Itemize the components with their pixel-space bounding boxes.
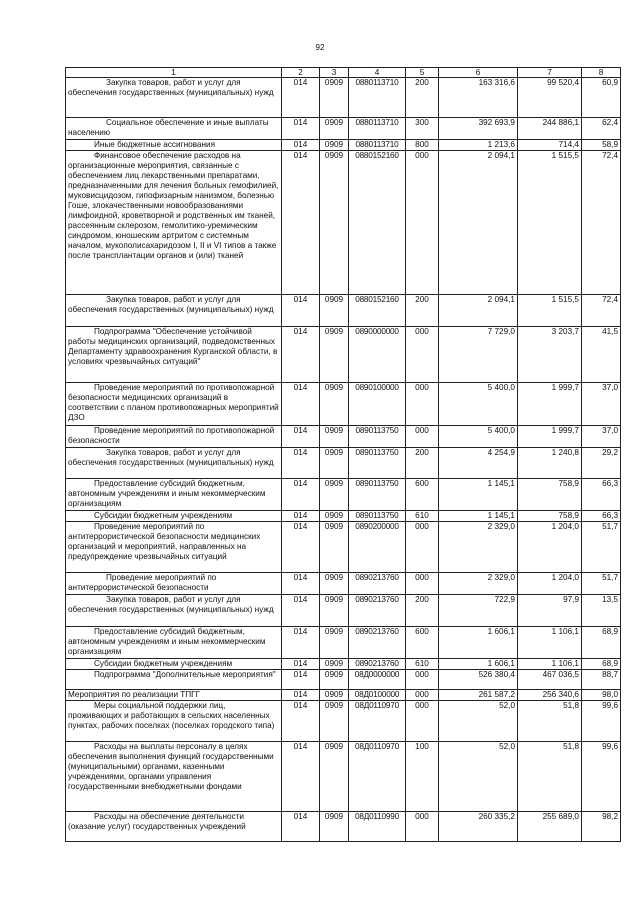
row-value-cell: 0890213760 [349,573,406,595]
row-value-cell: 68,9 [582,659,621,670]
row-value-cell: 4 254,9 [439,448,518,479]
row-value-cell: 99,6 [582,701,621,742]
row-value-cell: 014 [282,573,320,595]
row-name-text: Субсидии бюджетным учреждениям [94,659,233,668]
row-value-cell: 1 606,1 [439,627,518,659]
table-row [66,426,621,448]
row-value-cell: 7 729,0 [439,327,518,383]
row-value-cell: 000 [406,426,439,448]
row-value-cell: 200 [406,78,439,118]
row-value-cell: 014 [282,118,320,140]
row-name-cell [66,627,282,659]
row-value-cell: 0909 [320,295,349,327]
row-value-cell: 0909 [320,742,349,812]
row-name-text: Расходы на выплаты персоналу в целях обеспечения выполнения функций государственными (муниципальными) органами, казенными учреждениями, органами управления государственными внебюджетными фондами [68,742,274,791]
row-value-cell: 0909 [320,383,349,426]
row-value-cell: 0909 [320,327,349,383]
row-value-cell: 0909 [320,78,349,118]
row-value-cell: 1 145,1 [439,511,518,522]
row-value-cell: 98,2 [582,812,621,842]
row-value-cell: 260 335,2 [439,812,518,842]
row-value-cell: 467 036,5 [518,670,582,690]
row-value-cell: 1 204,0 [518,573,582,595]
row-name-cell [66,295,282,327]
row-value-cell: 88,7 [582,670,621,690]
row-name-text: Закупка товаров, работ и услуг для обеспечения государственных (муниципальных) нужд [68,448,274,467]
table-row [66,295,621,327]
table-row [66,479,621,511]
row-value-cell: 62,4 [582,118,621,140]
row-value-cell: 1 106,1 [518,627,582,659]
row-value-cell: 1 213,6 [439,140,518,151]
row-name-text: Предоставление субсидий бюджетным, автономным учреждениям и иным некоммерческим организациям [68,627,266,656]
table-row [66,118,621,140]
row-value-cell: 610 [406,511,439,522]
table-row [66,151,621,295]
header-cell: 4 [349,68,406,78]
row-name-cell [66,327,282,383]
row-value-cell: 714,4 [518,140,582,151]
table-row [66,812,621,842]
row-value-cell: 2 329,0 [439,573,518,595]
row-name-cell [66,812,282,842]
row-name-cell [66,659,282,670]
row-name-cell [66,701,282,742]
header-cell: 8 [582,68,621,78]
row-name-cell [66,595,282,627]
row-value-cell: 0890200000 [349,522,406,573]
row-value-cell: 0890000000 [349,327,406,383]
header-cell: 7 [518,68,582,78]
row-value-cell: 0909 [320,151,349,295]
row-value-cell: 08Д0110990 [349,812,406,842]
row-value-cell: 0909 [320,426,349,448]
row-value-cell: 000 [406,327,439,383]
row-name-cell [66,383,282,426]
row-value-cell: 08Д0100000 [349,690,406,701]
row-value-cell: 0909 [320,573,349,595]
row-value-cell: 08Д0000000 [349,670,406,690]
row-value-cell: 51,7 [582,522,621,573]
row-value-cell: 014 [282,140,320,151]
row-value-cell: 37,0 [582,426,621,448]
row-name-text: Закупка товаров, работ и услуг для обеспечения государственных (муниципальных) нужд [68,295,274,314]
row-value-cell: 000 [406,522,439,573]
row-name-text: Мероприятия по реализации ТПГГ [68,690,201,699]
row-value-cell: 014 [282,812,320,842]
row-value-cell: 100 [406,742,439,812]
row-value-cell: 52,0 [439,742,518,812]
row-value-cell: 08Д0110970 [349,701,406,742]
row-name-text: Закупка товаров, работ и услуг для обеспечения государственных (муниципальных) нужд [68,78,274,97]
row-value-cell: 0890213760 [349,595,406,627]
row-name-text: Проведение мероприятий по антитеррористической безопасности медицинских организаций и мероприятий, направленных на предупреждение чрезвычайных ситуаций [68,522,261,561]
row-name-cell [66,426,282,448]
row-value-cell: 392 693,9 [439,118,518,140]
row-value-cell: 0890213760 [349,659,406,670]
budget-table-body [66,68,621,842]
row-value-cell: 000 [406,573,439,595]
table-row [66,140,621,151]
row-value-cell: 99 520,4 [518,78,582,118]
row-value-cell: 200 [406,448,439,479]
row-value-cell: 1 999,7 [518,383,582,426]
table-row [66,448,621,479]
row-name-cell [66,742,282,812]
row-name-text: Меры социальной поддержки лиц, проживающих и работающих в сельских населенных пунктах, рабочих поселках (поселках городского типа) [68,701,275,730]
table-row [66,511,621,522]
row-value-cell: 000 [406,690,439,701]
row-name-text: Подпрограмма "Обеспечение устойчивой работы медицинских организаций, подведомственных Департаменту здравоохранения Курганской области, в условиях чрезвычайных ситуаций" [68,327,278,366]
row-value-cell: 1 240,8 [518,448,582,479]
row-value-cell: 1 145,1 [439,479,518,511]
row-name-cell [66,140,282,151]
row-value-cell: 000 [406,701,439,742]
page-number: 92 [315,43,325,52]
row-value-cell: 66,3 [582,479,621,511]
row-value-cell: 13,5 [582,595,621,627]
table-row [66,659,621,670]
row-value-cell: 0880152160 [349,151,406,295]
row-value-cell: 1 515,5 [518,151,582,295]
row-value-cell: 72,4 [582,295,621,327]
row-value-cell: 1 606,1 [439,659,518,670]
row-value-cell: 000 [406,812,439,842]
row-value-cell: 0890113750 [349,448,406,479]
row-value-cell: 610 [406,659,439,670]
row-value-cell: 5 400,0 [439,383,518,426]
table-header-row [66,68,621,78]
row-value-cell: 0880113710 [349,118,406,140]
row-value-cell: 68,9 [582,627,621,659]
header-cell: 6 [439,68,518,78]
table-row [66,573,621,595]
row-value-cell: 014 [282,670,320,690]
table-row [66,383,621,426]
row-value-cell: 0909 [320,448,349,479]
row-value-cell: 0909 [320,479,349,511]
row-value-cell: 0880113710 [349,140,406,151]
row-value-cell: 0890100000 [349,383,406,426]
row-value-cell: 014 [282,383,320,426]
row-value-cell: 98,0 [582,690,621,701]
row-value-cell: 014 [282,426,320,448]
header-cell: 5 [406,68,439,78]
row-name-cell [66,151,282,295]
row-value-cell: 5 400,0 [439,426,518,448]
row-value-cell: 2 329,0 [439,522,518,573]
row-value-cell: 1 515,5 [518,295,582,327]
row-name-text: Закупка товаров, работ и услуг для обеспечения государственных (муниципальных) нужд [68,595,274,614]
row-value-cell: 0909 [320,690,349,701]
row-name-cell [66,522,282,573]
row-value-cell: 99,6 [582,742,621,812]
row-name-text: Предоставление субсидий бюджетным, автономным учреждениям и иным некоммерческим организациям [68,479,266,508]
row-value-cell: 163 316,6 [439,78,518,118]
row-value-cell: 58,9 [582,140,621,151]
row-value-cell: 014 [282,659,320,670]
row-value-cell: 29,2 [582,448,621,479]
row-value-cell: 200 [406,595,439,627]
row-name-text: Подпрограмма "Дополнительные мероприятия" [94,670,276,679]
row-value-cell: 014 [282,448,320,479]
table-row [66,78,621,118]
row-value-cell: 526 380,4 [439,670,518,690]
row-value-cell: 1 106,1 [518,659,582,670]
row-value-cell: 0890113750 [349,511,406,522]
row-name-cell [66,448,282,479]
row-value-cell: 0880113710 [349,78,406,118]
row-value-cell: 51,8 [518,742,582,812]
row-value-cell: 014 [282,701,320,742]
header-cell: 2 [282,68,320,78]
table-row [66,690,621,701]
row-name-text: Иные бюджетные ассигнования [94,140,216,149]
row-value-cell: 014 [282,627,320,659]
row-name-cell [66,479,282,511]
row-value-cell: 72,4 [582,151,621,295]
table-row [66,627,621,659]
row-value-cell: 08Д0110970 [349,742,406,812]
row-value-cell: 0909 [320,701,349,742]
row-name-text: Проведение мероприятий по противопожарной безопасности [68,426,275,445]
row-value-cell: 600 [406,627,439,659]
row-value-cell: 200 [406,295,439,327]
row-value-cell: 000 [406,151,439,295]
row-value-cell: 1 204,0 [518,522,582,573]
row-value-cell: 52,0 [439,701,518,742]
row-name-text: Расходы на обеспечение деятельности (оказание услуг) государственных учреждений [68,812,246,831]
row-name-text: Проведение мероприятий по противопожарной безопасности медицинских организаций в соответствии с планом противопожарных мероприятий ДЗО [68,383,279,422]
row-value-cell: 66,3 [582,511,621,522]
row-value-cell: 51,7 [582,573,621,595]
row-value-cell: 0890113750 [349,426,406,448]
row-value-cell: 97,9 [518,595,582,627]
row-value-cell: 0890213760 [349,627,406,659]
row-name-cell [66,78,282,118]
row-value-cell: 0909 [320,118,349,140]
header-cell: 1 [66,68,282,78]
row-value-cell: 758,9 [518,511,582,522]
row-value-cell: 255 689,0 [518,812,582,842]
table-row [66,522,621,573]
row-value-cell: 014 [282,151,320,295]
row-value-cell: 3 203,7 [518,327,582,383]
header-cell: 3 [320,68,349,78]
row-value-cell: 2 094,1 [439,295,518,327]
row-value-cell: 0909 [320,595,349,627]
row-value-cell: 758,9 [518,479,582,511]
table-row [66,701,621,742]
row-value-cell: 51,8 [518,701,582,742]
row-value-cell: 244 886,1 [518,118,582,140]
row-value-cell: 014 [282,511,320,522]
row-value-cell: 1 999,7 [518,426,582,448]
row-value-cell: 60,9 [582,78,621,118]
row-value-cell: 0909 [320,511,349,522]
row-value-cell: 0909 [320,627,349,659]
row-value-cell: 0909 [320,140,349,151]
row-value-cell: 0909 [320,812,349,842]
row-name-cell [66,118,282,140]
row-value-cell: 0909 [320,522,349,573]
row-name-text: Субсидии бюджетным учреждениям [94,511,233,520]
table-row [66,595,621,627]
row-value-cell: 2 094,1 [439,151,518,295]
row-value-cell: 000 [406,670,439,690]
row-value-cell: 722,9 [439,595,518,627]
row-name-text: Социальное обеспечение и иные выплаты населению [68,118,269,137]
row-value-cell: 014 [282,690,320,701]
row-value-cell: 600 [406,479,439,511]
row-value-cell: 0880152160 [349,295,406,327]
row-value-cell: 256 340,6 [518,690,582,701]
row-value-cell: 014 [282,295,320,327]
row-value-cell: 014 [282,522,320,573]
row-name-text: Проведение мероприятий по антитеррористической безопасности [68,573,217,592]
row-value-cell: 014 [282,78,320,118]
row-value-cell: 014 [282,595,320,627]
row-value-cell: 37,0 [582,383,621,426]
row-name-text: Финансовое обеспечение расходов на организационные мероприятия, связанные с обеспечением лиц лекарственными препаратами, предназначенными для лечения больных гемофилией, муковисцидозом, гипофизарным нанизмом, болезнью Гоше, злокачественными новообразованиями лимфоидной, кроветворной и родственных им тканей, рассеянным склерозом, гемолитико-уремическим синдромом, юношеским артритом с системным началом, мукополисахаридозом I, II и VI типов а также после трансплантации органов и (или) тканей [68,151,279,260]
budget-table [65,67,621,842]
row-value-cell: 0909 [320,670,349,690]
row-name-cell [66,511,282,522]
table-row [66,742,621,812]
row-value-cell: 300 [406,118,439,140]
row-value-cell: 014 [282,327,320,383]
table-row [66,327,621,383]
row-value-cell: 800 [406,140,439,151]
row-value-cell: 014 [282,479,320,511]
table-row [66,670,621,690]
row-value-cell: 41,5 [582,327,621,383]
row-name-cell [66,670,282,690]
row-value-cell: 014 [282,742,320,812]
row-value-cell: 261 587,2 [439,690,518,701]
row-name-cell [66,690,282,701]
row-value-cell: 0909 [320,659,349,670]
row-value-cell: 000 [406,383,439,426]
row-value-cell: 0890113750 [349,479,406,511]
row-name-cell [66,573,282,595]
